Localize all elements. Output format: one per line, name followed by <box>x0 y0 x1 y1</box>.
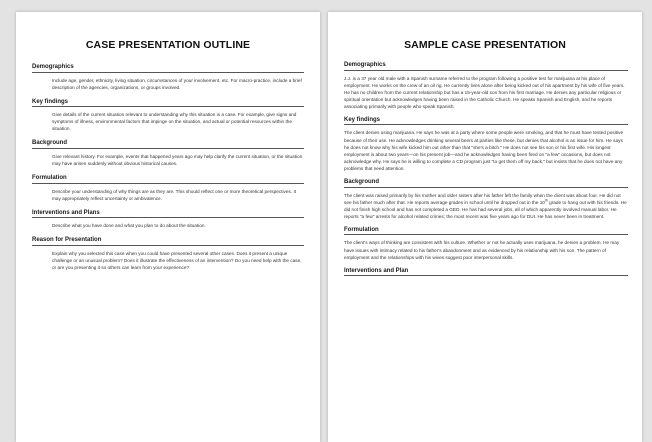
section-heading: Key findings <box>344 117 628 126</box>
sample-title: SAMPLE CASE PRESENTATION <box>404 39 566 51</box>
section-body: Include age, gender, ethnicity, living situation, circumstances of your involvement, etc. For macro-practice, include a brief description of the agencies, organizations, or groups involved. <box>52 77 302 90</box>
sample-section-formulation <box>344 227 628 261</box>
section-heading: Demographics <box>344 62 628 71</box>
sample-section-interventions <box>344 268 628 277</box>
section-body: Give relevant history. For example, events that happened years ago may help clarify the current situation, or the situation may have arisen suddenly without obvious historical causes. <box>52 153 303 167</box>
section-body <box>344 192 628 220</box>
outline-section-interventions <box>32 210 304 230</box>
section-heading: Demographics <box>32 64 304 73</box>
section-heading: Background <box>32 140 304 149</box>
section-heading: Formulation <box>344 227 628 236</box>
section-heading: Interventions and Plan <box>344 268 628 277</box>
outline-section-demographics <box>32 64 304 91</box>
section-body: Describe what you have done and what you plan to do about the situation. <box>52 223 206 229</box>
section-body: The client denies using marijuana. He says he was at a party where some people were smoking, and that he must have tested positive because of their use. He acknowledges drinking several beers at parties like these, but denies that alcohol is an issue for him. He says he does not know why his wife kicked him out other than that "she's a bitch." He does not see his son or his first wife. His longest employment is about two years—on his present job—and he acknowledges having been fired on "a few" occasions, but does not acknowledge why. He says he is willing to complete a CD program just "to get them off my back," but insists that he does not have any problems that need attention. <box>344 130 624 171</box>
section-heading: Formulation <box>32 175 304 184</box>
outline-section-reason <box>32 237 304 271</box>
outline-section-background <box>32 140 304 167</box>
section-heading: Background <box>344 179 628 188</box>
sample-section-key-findings <box>344 117 628 172</box>
section-body: J.J. is a 37 year old male with a Spanish surname referred to the program following a positive test for marijuana at his place of employment. He works on the crew of an oil rig. He currently lives alone after being kicked out of his apartment by his wife of five years. He has no children from the current relationship but has a 15-year-old son from his first marriage. He denies any particular religious or spiritual orientation but acknowledges having been raised in the Catholic Church. He speaks Spanish and English, and he reports associating primarily with people who speak Spanish. <box>344 75 625 109</box>
outline-section-key-findings <box>32 99 304 133</box>
section-body: The client's ways of thinking are consistent with his culture. Whether or not he actually uses marijuana, he denies a problem. He may have issues with intimacy related to his father's abandonment and as evidenced by his relationship with his son. The pattern of employment and the relationships with his wives suggest poor interpersonal skills. <box>344 240 620 260</box>
background-text-end: grade to hang out with his friends. He did not finish high school and has not completed a GED. He has had several jobs, all of which apparently involved manual labor. He reports "a few" arrests for alcohol related crimes; the most recent was five years ago for DUI. He has never been in treatment. <box>344 199 627 219</box>
ordinal-suffix: th <box>544 198 548 203</box>
sample-section-demographics <box>344 62 628 110</box>
section-heading: Interventions and Plans <box>32 210 304 219</box>
outline-section-formulation <box>32 175 304 202</box>
section-body: Give details of the current situation relevant to understanding why this situation is a case. For example, give signs and symptoms of illness, environmental factors that impinge on the situation, and actual or potential resources within the situation. <box>52 112 297 132</box>
sample-section-background <box>344 179 628 220</box>
outline-page <box>16 12 320 442</box>
section-body: Describe your understanding of why things are as they are. This should reflect one or more theoretical perspectives. It may appropriately reflect uncertainty or ambivalence. <box>52 188 297 201</box>
section-heading: Reason for Presentation <box>32 237 304 246</box>
section-body: Explain why you selected this case when you could have presented several other cases. Does it present a unique challenge or an unusual problem? Does it illustrate the effectiveness of an intervention? Do you need help with the case, or are you presenting it so others can learn from your experience? <box>52 250 302 271</box>
background-text-start: The client was raised primarily by his mother and older sisters after his father left the family when the client was about four. He did not see his father much after that. He reports average grades in school until he dropped out in the 10 <box>344 192 621 205</box>
outline-title: CASE PRESENTATION OUTLINE <box>85 39 251 51</box>
section-heading: Key findings <box>32 99 304 108</box>
sample-page <box>328 12 642 442</box>
